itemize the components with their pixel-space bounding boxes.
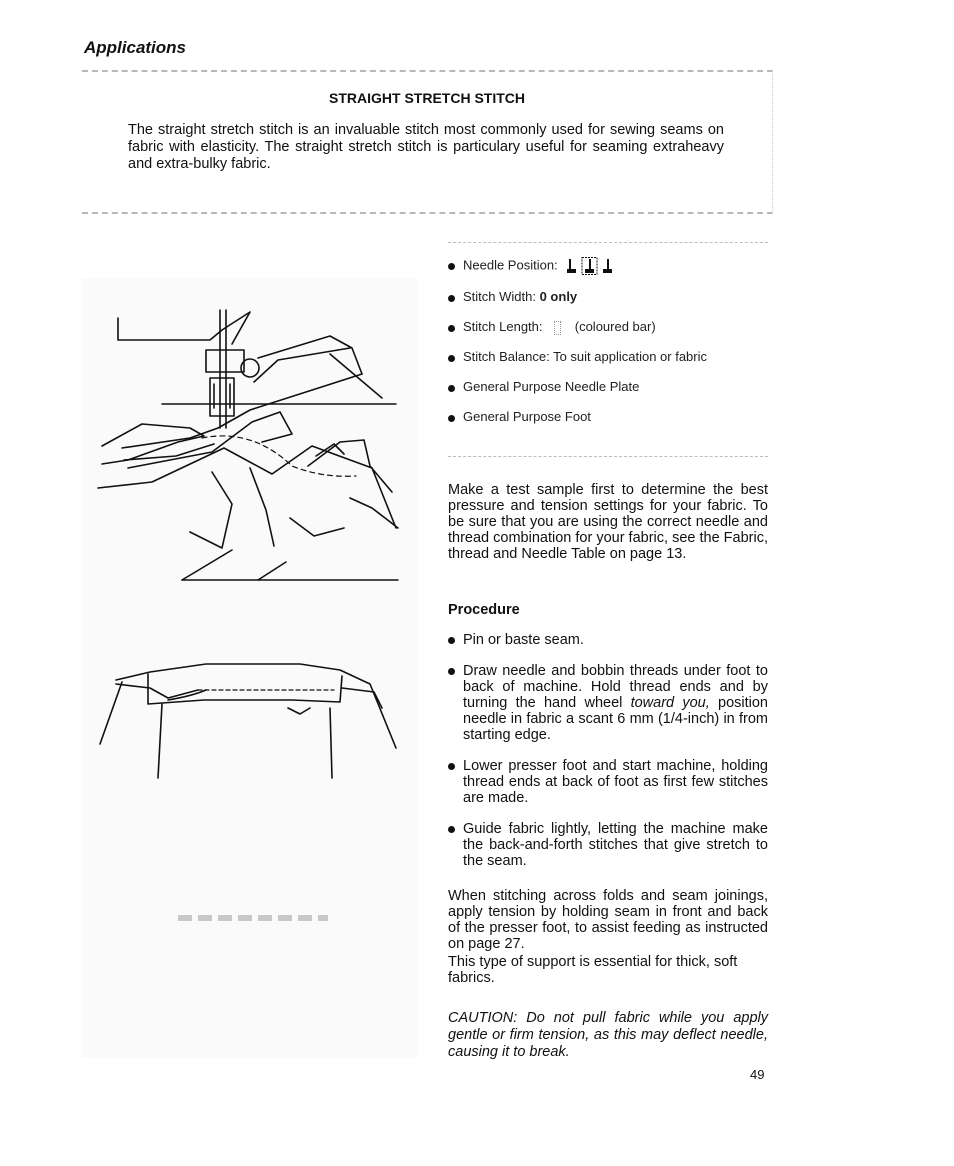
sewing-machine-illustration [82,278,418,1058]
stitch-width-label: Stitch Width: [463,289,536,304]
stitch-length-label: Stitch Length: [463,319,543,334]
procedure-step [448,663,768,743]
coloured-bar-icon [554,321,561,335]
settings-bottom-rule [448,456,768,457]
settings-list [448,257,768,439]
caution-note: CAUTION: Do not pull fabric while you apply gentle or firm tension, as this may deflect needle, causing it to break. [448,1010,768,1060]
stitch-balance-setting: Stitch Balance: To suit application or fabric [448,349,768,365]
stitch-length-value: (coloured bar) [574,319,656,334]
step-text: position needle in fabric a scant 6 mm (1/4-inch) in from starting edge. [463,695,768,743]
stitch-width-value: 0 only [539,289,578,304]
stitch-width-setting [448,289,768,305]
foot-setting: General Purpose Foot [448,409,768,425]
stitch-title: STRAIGHT STRETCH STITCH [329,90,525,106]
test-sample-paragraph: Make a test sample first to determine the best pressure and tension settings for your fabric. To be sure that you are using the correct needle and thread combination for your fabric, see the Fabric, thread and Needle Table on page 13. [448,482,768,562]
needle-position-label: Needle Position: [463,257,558,273]
procedure-step: Pin or baste seam. [448,632,768,648]
intro-text: The straight stretch stitch is an invaluable stitch most commonly used for sewing seams on fabric with elasticity. The straight stretch stitch is particulary useful for seaming extraheavy and extra-bulky fabric. [128,122,724,172]
sewing-illustration [82,278,418,1058]
procedure-steps [448,632,768,884]
needle-position-setting [448,257,768,275]
settings-top-rule [448,242,768,243]
procedure-heading: Procedure [448,602,520,618]
page-number: 49 [750,1067,765,1082]
needle-plate-setting: General Purpose Needle Plate [448,379,768,395]
procedure-step: Guide fabric lightly, letting the machine make the back-and-forth stitches that give stretch to the seam. [448,821,768,869]
intro-box [82,70,773,214]
tension-paragraph: When stitching across folds and seam joinings, apply tension by holding seam in front and back of the presser foot, to assist feeding as instructed on page 27. [448,888,768,952]
needle-position-icon [565,257,613,275]
stitch-length-setting [448,319,768,335]
support-paragraph: This type of support is essential for thick, soft fabrics. [448,954,738,986]
procedure-step: Lower presser foot and start machine, holding thread ends at back of foot as first few stitches are made. [448,758,768,806]
step-emphasis: toward you, [630,695,710,711]
step-text: Draw needle and bobbin threads under foot to back of machine. Hold thread ends and by turning the hand wheel [463,663,768,711]
section-title: Applications [84,38,187,57]
